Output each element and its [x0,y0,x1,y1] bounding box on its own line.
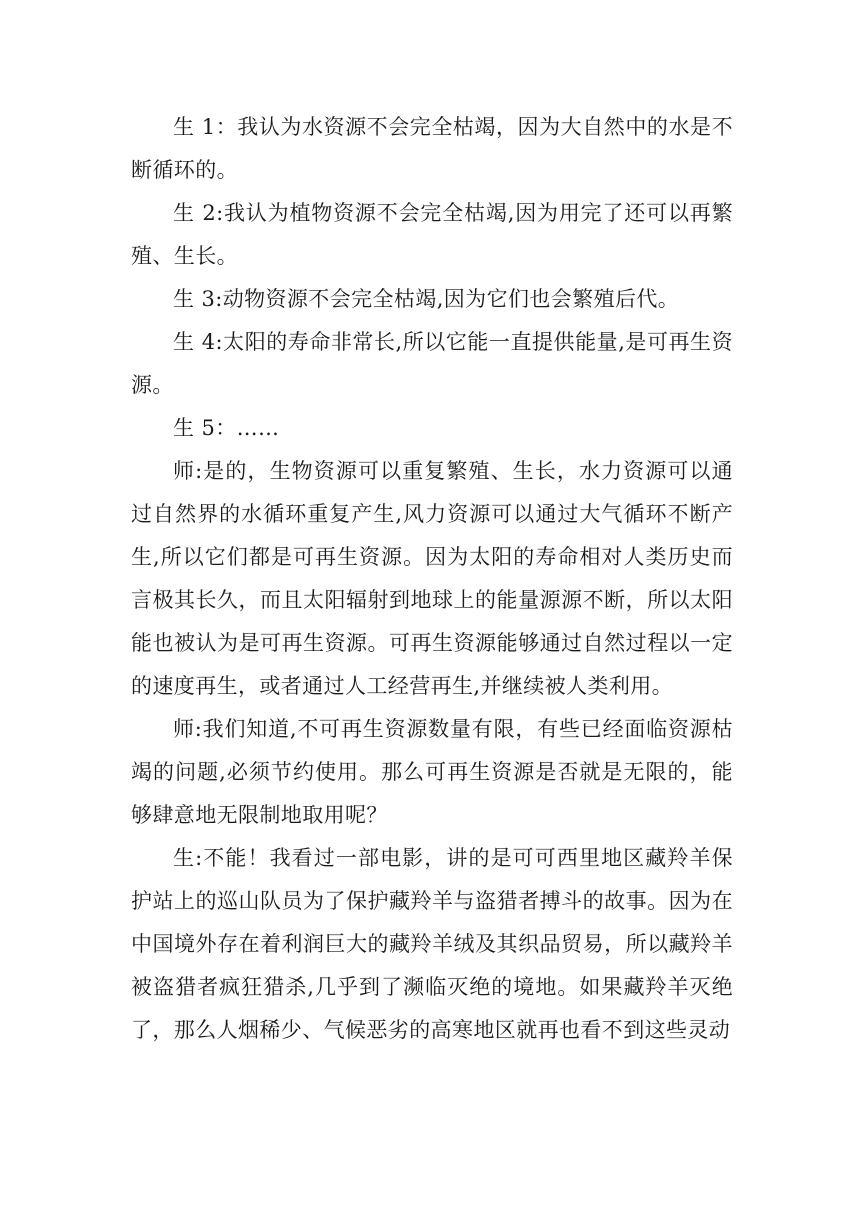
paragraph-student-5: 生 5：…… [173,416,280,440]
paragraph-student-6: 生:不能！我看过一部电影，讲的是可可西里地区藏羚羊保护站上的巡山队员为了保护藏羚羊与盗猎者搏斗的故事。因为在中国境外存在着利润巨大的藏羚羊绒及其织品贸易，所以藏羚羊被盗猎者疯狂猎杀,几乎到了濒临灭绝的境地。如果藏羚羊灭绝了，那么人烟稀少、气候恶劣的高寒地区就再也看不到这些灵动 [131,846,733,1042]
paragraph-student-2: 生 2:我认为植物资源不会完全枯竭,因为用完了还可以再繁殖、生长。 [131,201,733,268]
paragraph-student-3: 生 3:动物资源不会完全枯竭,因为它们也会繁殖后代。 [173,287,680,311]
document-body [131,106,733,1052]
paragraph-teacher-2: 师:我们知道,不可再生资源数量有限，有些已经面临资源枯竭的问题,必须节约使用。那么可再生资源是否就是无限的，能够肆意地无限制地取用呢？ [131,717,733,827]
paragraph-student-4: 生 4:太阳的寿命非常长,所以它能一直提供能量,是可再生资源。 [131,330,733,397]
paragraph-teacher-1: 师:是的，生物资源可以重复繁殖、生长，水力资源可以通过自然界的水循环重复产生,风力资源可以通过大气循环不断产生,所以它们都是可再生资源。因为太阳的寿命相对人类历史而言极其长久，而且太阳辐射到地球上的能量源源不断，所以太阳能也被认为是可再生资源。可再生资源能够通过自然过程以一定的速度再生，或者通过人工经营再生,并继续被人类利用。 [131,459,733,698]
paragraph-student-1: 生 1：我认为水资源不会完全枯竭，因为大自然中的水是不断循环的。 [131,115,733,182]
